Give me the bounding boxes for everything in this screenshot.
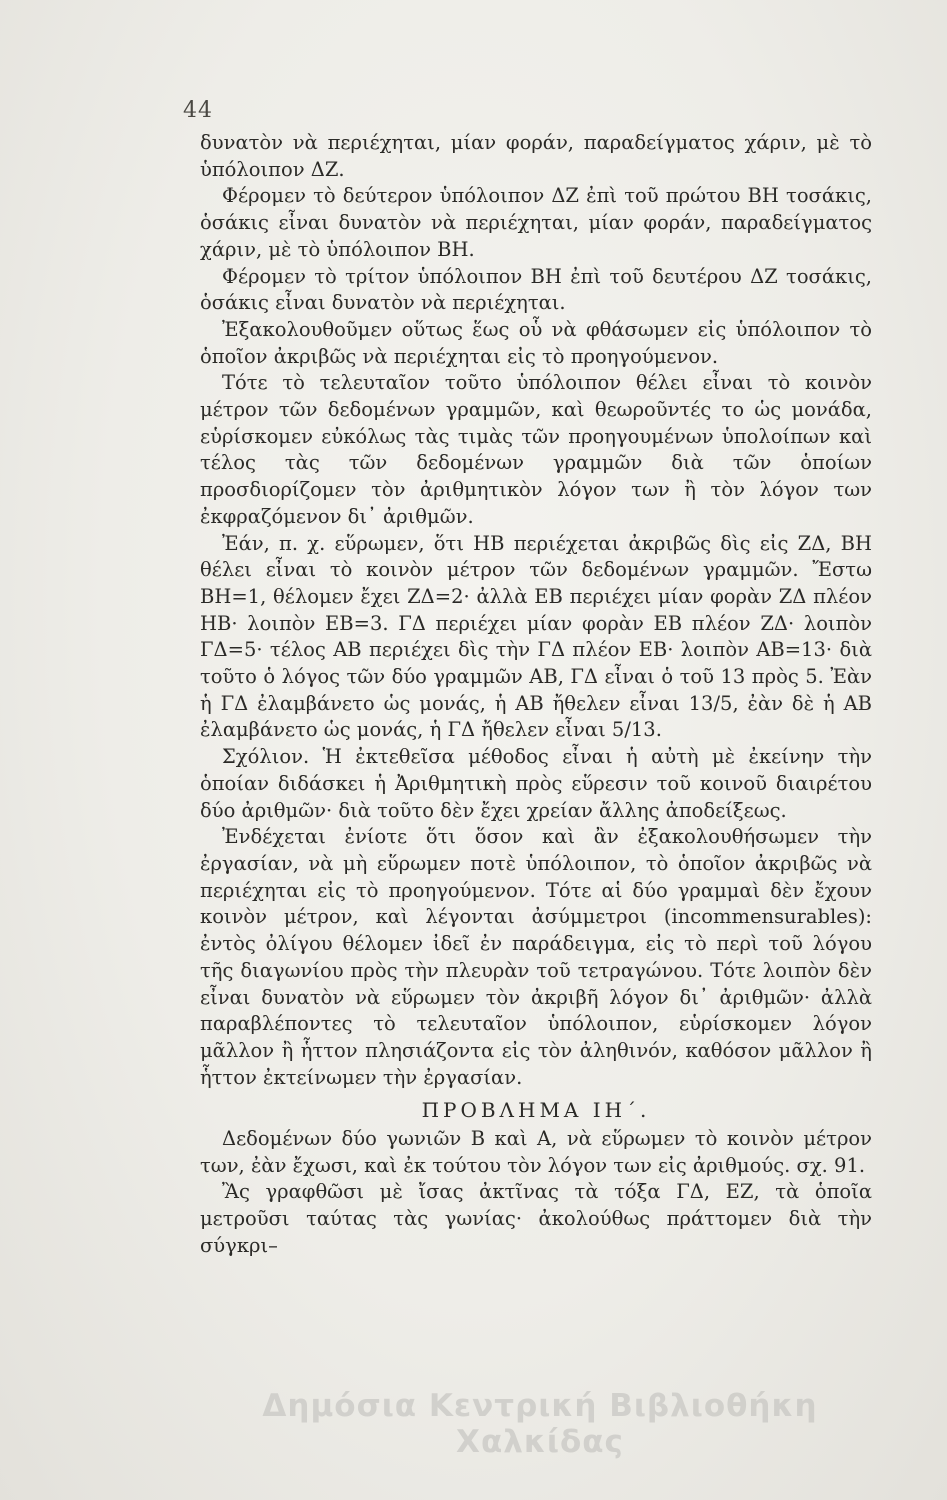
scholion-paragraph: Σχόλιον. Ἡ ἐκτεθεῖσα μέθοδος εἶναι ἡ αὐτὴ μὲ ἐκείνην τὴν ὁποίαν διδάσκει ἡ Ἀριθμητικὴ πρὸς εὕρεσιν τοῦ κοινοῦ διαιρέτου δύο ἀριθμῶν· διὰ τοῦτο δὲν ἔχει χρείαν ἄλλης ἀποδείξεως.: [200, 745, 872, 822]
problem-statement: Δεδομένων δύο γωνιῶν Β καὶ Α, νὰ εὕρωμεν τὸ κοινὸν μέτρον των, ἐὰν ἔχωσι, καὶ ἐκ τούτου τὸν λόγον των εἰς ἀριθμούς. σχ. 91.: [200, 1127, 872, 1177]
paragraph-5: Τότε τὸ τελευταῖον τοῦτο ὑπόλοιπον θέλει εἶναι τὸ κοινὸν μέτρον τῶν δεδομένων γραμμῶν, καὶ θεωροῦντές το ὡς μονάδα, εὑρίσκομεν εὐκόλως τὰς τιμὰς τῶν προηγουμένων ὑπολοίπων καὶ τέλος τὰς τῶν δεδομένων γραμμῶν διὰ τῶν ὁποίων προσδιορίζομεν τὸν ἀριθμητικὸν λόγον των ἢ τὸν λόγον των ἐκφραζόμενον δι᾽ ἀριθμῶν.: [200, 371, 872, 528]
page-number: 44: [183, 98, 213, 123]
paragraph-2: Φέρομεν τὸ δεύτερον ὑπόλοιπον ΔΖ ἐπὶ τοῦ πρώτου ΒΗ τοσάκις, ὁσάκις εἶναι δυνατὸν νὰ περιέχηται, μίαν φοράν, παραδείγματος χάριν, μὲ τὸ ὑπόλοιπον ΒΗ.: [200, 184, 872, 261]
paragraph-1: δυνατὸν νὰ περιέχηται, μίαν φοράν, παραδείγματος χάριν, μὲ τὸ ὑπόλοιπον ΔΖ.: [200, 131, 872, 181]
library-watermark: Δημόσια Κεντρική Βιβλιοθήκη Χαλκίδας: [262, 1388, 818, 1460]
paragraph-6: Ἐάν, π. χ. εὕρωμεν, ὅτι ΗΒ περιέχεται ἀκριβῶς δὶς εἰς ΖΔ, ΒΗ θέλει εἶναι τὸ κοινὸν μέτρον τῶν δεδομένων γραμμῶν. Ἔστω ΒΗ=1, θέλομεν ἔχει ΖΔ=2· ἀλλὰ ΕΒ περιέχει μίαν φορὰν ΖΔ πλέον ΗΒ· λοιπὸν ΕΒ=3. ΓΔ περιέχει μίαν φορὰν ΕΒ πλέον ΖΔ· λοιπὸν ΓΔ=5· τέλος ΑΒ περιέχει δὶς τὴν ΓΔ πλέον ΕΒ· λοιπὸν ΑΒ=13· διὰ τοῦτο ὁ λόγος τῶν δύο γραμμῶν ΑΒ, ΓΔ εἶναι ὁ τοῦ 13 πρὸς 5. Ἐὰν ἡ ΓΔ ἐλαμβάνετο ὡς μονάς, ἡ ΑΒ ἤθελεν εἶναι 13/5, ἐὰν δὲ ἡ ΑΒ ἐλαμβάνετο ὡς μονάς, ἡ ΓΔ ἤθελεν εἶναι 5/13.: [200, 531, 872, 742]
paragraph-4: Ἐξακολουθοῦμεν οὕτως ἕως οὗ νὰ φθάσωμεν εἰς ὑπόλοιπον τὸ ὁποῖον ἀκριβῶς νὰ περιέχηται εἰς τὸ προηγούμενον.: [200, 317, 872, 368]
paragraph-3: Φέρομεν τὸ τρίτον ὑπόλοιπον ΒΗ ἐπὶ τοῦ δευτέρου ΔΖ τοσάκις, ὁσάκις εἶναι δυνατὸν νὰ περιέχηται.: [200, 264, 872, 315]
paragraph-8: Ἐνδέχεται ἐνίοτε ὅτι ὅσον καὶ ἂν ἐξακολουθήσωμεν τὴν ἐργασίαν, νὰ μὴ εὕρωμεν ποτὲ ὑπόλοιπον, τὸ ὁποῖον ἀκριβῶς νὰ περιέχηται εἰς τὸ προηγούμενον. Τότε αἱ δύο γραμμαὶ δὲν ἔχουν κοινὸν μέτρον, καὶ λέγονται ἀσύμμετροι (incommensurables): ἐντὸς ὀλίγου θέλομεν ἰδεῖ ἐν παράδειγμα, εἰς τὸ περὶ τοῦ λόγου τῆς διαγωνίου πρὸς τὴν πλευρὰν τοῦ τετραγώνου. Τότε λοιπὸν δὲν εἶναι δυνατὸν νὰ εὕρωμεν τὸν ἀκριβῆ λόγον δι᾽ ἀριθμῶν· ἀλλὰ παραβλέποντες τὸ τελευταῖον ὑπόλοιπον, εὑρίσκομεν λόγον μᾶλλον ἢ ἧττον πλησιάζοντα εἰς τὸν ἀληθινόν, καθόσον μᾶλλον ἢ ἧττον ἐκτείνωμεν τὴν ἐργασίαν.: [200, 825, 872, 1089]
body-text: [200, 130, 872, 1260]
paragraph-last: Ἂς γραφθῶσι μὲ ἴσας ἀκτῖνας τὰ τόξα ΓΔ, ΕΖ, τὰ ὁποῖα μετροῦσι ταύτας τὰς γωνίας· ἀκολούθως πράττομεν διὰ τὴν σύγκρι–: [200, 1180, 872, 1257]
problem-heading: ΠΡΟΒΛΗΜΑ ΙΗ΄.: [421, 1098, 651, 1123]
